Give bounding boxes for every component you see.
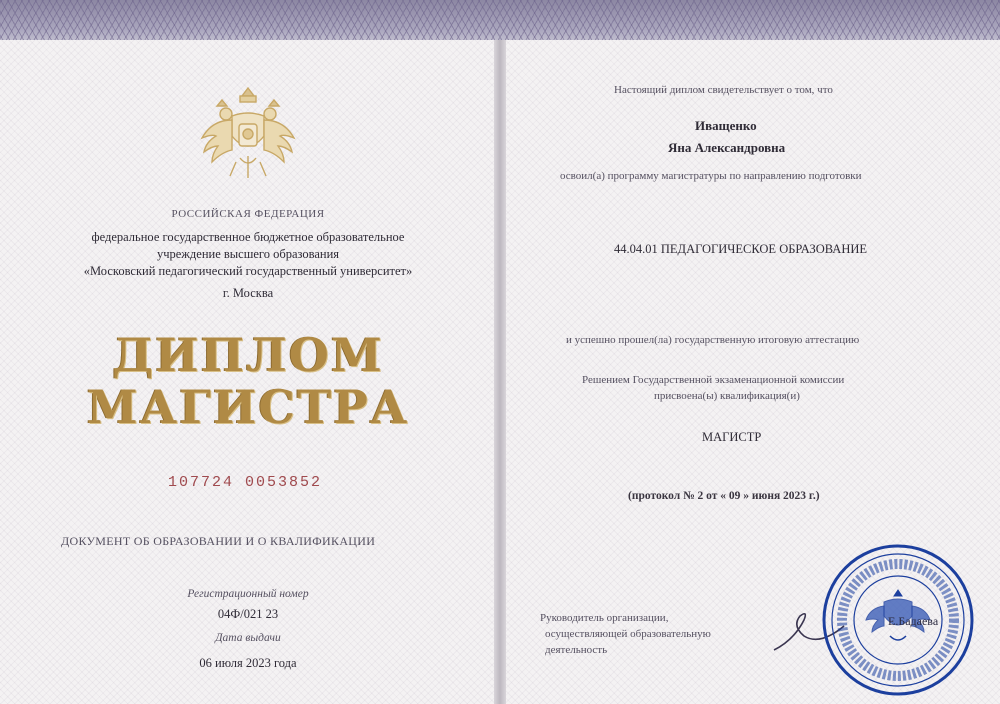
intro-text: Настоящий диплом свидетельствует о том, что — [614, 84, 833, 96]
protocol-text: (протокол № 2 от « 09 » июня 2023 г.) — [628, 490, 820, 502]
registration-number: 04Ф/021 23 — [217, 607, 279, 621]
head-line-1: Руководитель организации, — [540, 612, 669, 624]
city-label: г. Москва — [222, 286, 274, 300]
graduate-given-names: Яна Александровна — [668, 140, 786, 155]
diploma-title-line-2: МАГИСТРА — [86, 380, 410, 434]
program-name: 44.04.01 ПЕДАГОГИЧЕСКОЕ ОБРАЗОВАНИЕ — [614, 242, 868, 256]
org-line-2: учреждение высшего образования — [156, 247, 340, 261]
decision-line-2: присвоена(ы) квалификация(и) — [654, 390, 800, 402]
registration-label: Регистрационный номер — [187, 588, 309, 600]
attestation-text: и успешно прошел(ла) государственную итоговую аттестацию — [566, 334, 860, 346]
program-intro: освоил(а) программу магистратуры по направлению подготовки — [560, 170, 862, 182]
head-line-3: деятельность — [545, 644, 608, 656]
document-type: ДОКУМЕНТ ОБ ОБРАЗОВАНИИ И О КВАЛИФИКАЦИИ — [61, 534, 376, 548]
decision-line-1: Решением Государственной экзаменационной комиссии — [582, 374, 845, 386]
diploma-title-line-1: ДИПЛОМ — [112, 328, 384, 382]
qualification: МАГИСТР — [702, 430, 762, 444]
country-label: РОССИЙСКАЯ ФЕДЕРАЦИЯ — [171, 208, 325, 220]
head-line-2: осуществляющей образовательную — [545, 628, 711, 640]
signer-name: Е.Бадаева — [888, 614, 939, 628]
serial-number: 107724 0053852 — [168, 474, 323, 491]
org-line-1: федеральное государственное бюджетное образовательное — [91, 230, 405, 244]
issue-date: 06 июля 2023 года — [199, 656, 297, 670]
graduate-surname: Иващенко — [695, 118, 757, 133]
coat-of-arms-icon — [192, 78, 304, 188]
org-line-3: «Московский педагогический государственный университет» — [83, 264, 413, 278]
issue-date-label: Дата выдачи — [215, 632, 281, 644]
